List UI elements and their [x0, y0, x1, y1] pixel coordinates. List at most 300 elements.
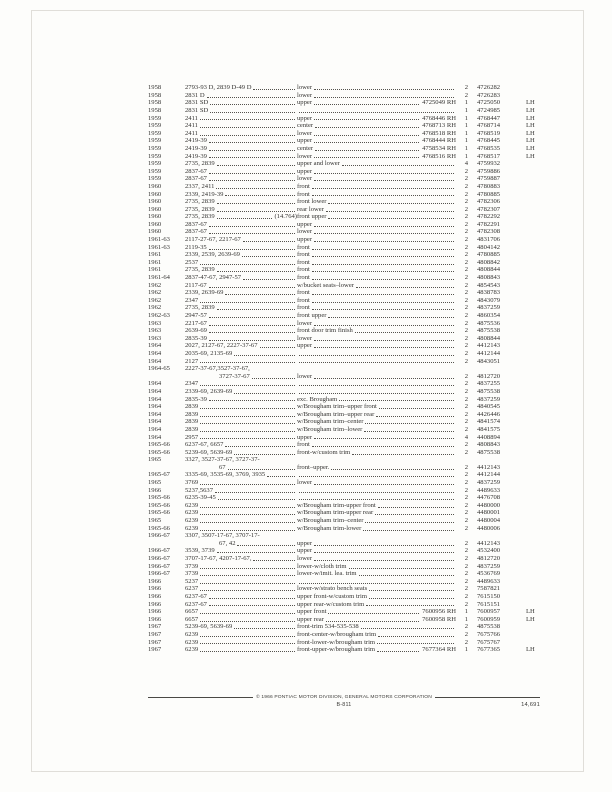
part-number-cell: 4412143: [477, 463, 501, 471]
dot-leader: [200, 575, 295, 576]
table-row: [148, 206, 540, 214]
year-cell: 1964: [148, 410, 162, 418]
dot-leader: [200, 135, 295, 136]
year-cell: 1967: [148, 646, 162, 654]
dot-leader: [378, 507, 454, 508]
year-cell: 1963: [148, 327, 162, 335]
dot-leader: [377, 643, 454, 644]
table-row: [148, 631, 540, 639]
year-cell: 1966: [148, 486, 162, 494]
description-cell: front upper: [297, 213, 456, 220]
description-cell: front: [297, 304, 456, 311]
description-cell: front upper: [297, 312, 456, 319]
dot-leader: [314, 135, 419, 136]
quantity-cell: 2: [464, 220, 468, 228]
models-cell: 2411: [185, 130, 297, 137]
year-cell: 1966-67: [148, 532, 170, 540]
year-cell: 1963: [148, 319, 162, 327]
quantity-cell: 1: [464, 122, 468, 130]
models-cell: 5237,5637: [185, 487, 297, 494]
table-row: [148, 464, 540, 472]
dot-leader: [328, 613, 419, 614]
rh-part-number: 7600958 RH: [422, 615, 456, 623]
description-cell: w/Brougham trim-upper rear: [297, 509, 456, 516]
dot-leader: [376, 416, 454, 417]
quantity-cell: 2: [464, 501, 468, 509]
models-cell: 6237: [185, 585, 297, 592]
part-suffix-cell: LH: [526, 608, 535, 616]
quantity-cell: 1: [464, 114, 468, 122]
quantity-cell: 2: [464, 251, 468, 259]
models-cell: 3727-37-67: [185, 373, 297, 380]
description-cell: front-trim 534-535-538: [297, 623, 456, 630]
year-cell: 1965-66: [148, 441, 170, 449]
table-row: [148, 365, 540, 373]
quantity-cell: 2: [464, 395, 468, 403]
year-cell: 1960: [148, 220, 162, 228]
description-cell: upper and lower: [297, 160, 456, 167]
quantity-cell: 1: [464, 129, 468, 137]
quantity-cell: 1: [464, 646, 468, 654]
part-suffix-cell: LH: [526, 144, 535, 152]
dot-leader: [200, 514, 295, 515]
description-cell: lower: [297, 373, 456, 380]
dot-leader: [312, 446, 454, 447]
part-suffix-cell: LH: [526, 152, 535, 160]
dot-leader: [209, 332, 295, 333]
quantity-cell: 2: [464, 289, 468, 297]
table-row: [148, 373, 540, 381]
dot-leader: [217, 552, 295, 553]
dot-leader: [200, 302, 295, 303]
table-row: [148, 411, 540, 419]
year-cell: 1961: [148, 251, 162, 259]
table-row: [148, 251, 540, 259]
quantity-cell: 2: [464, 213, 468, 221]
table-row: [148, 304, 540, 312]
models-cell: 6239: [185, 646, 297, 653]
dot-leader: [209, 142, 295, 143]
models-cell: 2339-69, 2639-69: [185, 388, 297, 395]
dot-leader: [225, 195, 295, 196]
quantity-cell: 2: [464, 555, 468, 562]
table-row: [148, 281, 540, 289]
quantity-cell: 2: [464, 547, 468, 555]
quantity-cell: 2: [464, 418, 468, 426]
year-cell: 1960: [148, 228, 162, 236]
year-cell: 1964: [148, 357, 162, 365]
models-cell: 2639-69: [185, 327, 297, 334]
quantity-cell: 2: [464, 342, 468, 350]
dot-leader: [243, 241, 295, 242]
models-cell: 2831 SD: [185, 107, 297, 114]
dot-leader: [312, 302, 454, 303]
year-cell: 1964: [148, 380, 162, 388]
part-number-cell: 4843079: [477, 296, 501, 304]
quantity-cell: 2: [464, 577, 468, 585]
table-row: [148, 418, 540, 426]
part-suffix-cell: LH: [526, 99, 535, 107]
table-row: [148, 471, 540, 479]
description-cell: lower-w/imit. lea. trim: [297, 570, 456, 577]
part-number-cell: 4768447: [477, 114, 501, 122]
quantity-cell: 2: [464, 357, 468, 365]
part-number-cell: 4724985: [477, 106, 501, 114]
dot-leader: [207, 97, 295, 98]
table-row: [148, 99, 540, 107]
dot-leader: [331, 469, 454, 470]
table-row: [148, 547, 540, 555]
quantity-cell: 2: [464, 91, 468, 99]
quantity-cell: 2: [464, 638, 468, 646]
models-cell: 2217-67: [185, 320, 297, 327]
dot-leader: [366, 605, 454, 606]
part-number-cell: 7675767: [477, 638, 501, 646]
dot-leader: [234, 454, 295, 455]
models-cell: 2339, 2539, 2639-69: [185, 251, 297, 258]
footer-rule-right: [435, 697, 540, 698]
dot-leader: [312, 249, 454, 250]
models-cell: 2839: [185, 418, 297, 425]
year-cell: 1962: [148, 304, 162, 312]
rh-part-number: 4725049 RH: [422, 99, 456, 107]
table-row: [148, 517, 540, 525]
dot-leader: [217, 271, 295, 272]
description-cell: upper 4725049 RH: [297, 99, 456, 107]
models-cell: 2337, 2411: [185, 183, 297, 190]
models-cell: 2735, 2839: [185, 206, 297, 213]
description-cell: front: [297, 259, 456, 266]
models-cell: 6657: [185, 616, 297, 623]
dot-leader: [299, 476, 454, 477]
dot-leader: [200, 127, 295, 128]
models-cell: 2227-37-67,3527-37-67,: [185, 365, 250, 373]
models-cell: 3307, 3507-17-67, 3707-17-: [185, 532, 260, 540]
dot-leader: [299, 112, 454, 113]
table-row: [148, 486, 540, 494]
quantity-cell: 2: [464, 403, 468, 411]
part-number-cell: 4837259: [477, 479, 501, 487]
quantity-cell: 2: [464, 425, 468, 433]
description-cell: front–upper.: [297, 464, 456, 471]
models-cell: 2837-47-67, 2947-57: [185, 274, 297, 281]
dot-leader: [209, 400, 295, 401]
year-cell: 1959: [148, 160, 162, 168]
year-cell: 1959: [148, 144, 162, 152]
table-row: [148, 213, 540, 221]
part-number-cell: 4840545: [477, 403, 501, 411]
part-number-cell: 4489633: [477, 486, 501, 494]
quantity-cell: 4: [464, 160, 468, 168]
dot-leader: [200, 583, 295, 584]
quantity-cell: 2: [464, 84, 468, 92]
dot-leader: [365, 522, 454, 523]
models-cell: 2537: [185, 259, 297, 266]
table-row: [148, 137, 540, 145]
part-number-cell: 4536769: [477, 570, 501, 578]
dot-leader: [225, 446, 295, 447]
year-cell: 1965-67: [148, 471, 170, 479]
description-cell: w/Brougham trim–upper front: [297, 403, 456, 410]
dot-leader: [210, 112, 295, 113]
dot-leader: [234, 393, 295, 394]
description-cell: front-center-w/brougham trim: [297, 631, 456, 638]
year-cell: 1960: [148, 205, 162, 213]
year-cell: 1966: [148, 592, 162, 600]
dot-leader: [314, 241, 454, 242]
description-cell: front: [297, 441, 456, 448]
dot-leader: [314, 89, 454, 90]
year-cell: 1966-67: [148, 547, 170, 555]
table-row: [148, 243, 540, 251]
part-suffix-cell: LH: [526, 615, 535, 623]
table-row: [148, 342, 540, 350]
year-cell: 1965-66: [148, 524, 170, 532]
dot-leader: [237, 545, 295, 546]
dot-leader: [312, 264, 454, 265]
part-number-cell: 4759887: [477, 175, 501, 183]
year-cell: 1959: [148, 152, 162, 160]
part-number-cell: 4854543: [477, 281, 501, 289]
rh-part-number: 7677364 RH: [422, 646, 456, 654]
models-cell: 2027, 2127-67, 2227-37-67: [185, 342, 297, 349]
models-cell: 6657: [185, 608, 297, 615]
part-number-cell: 4875538: [477, 387, 501, 395]
part-number-cell: 7615151: [477, 600, 501, 608]
rh-part-number: 4758534 RH: [422, 144, 456, 152]
models-cell: 3335-69, 3535-69, 3769, 3935: [185, 471, 297, 478]
part-number-cell: 4812720: [477, 555, 501, 562]
dot-leader: [200, 643, 295, 644]
year-cell: 1964: [148, 342, 162, 350]
description-cell: lower-w/cloth trim: [297, 563, 456, 570]
dot-leader: [267, 476, 295, 477]
year-cell: 1964: [148, 433, 162, 441]
description-cell: front-lower-w/brougham trim: [297, 639, 456, 646]
dot-leader: [200, 438, 295, 439]
dot-leader: [328, 218, 454, 219]
description-cell: lower: [297, 335, 456, 342]
models-cell: 2837-67: [185, 175, 297, 182]
dot-leader: [314, 484, 454, 485]
quantity-cell: 2: [464, 539, 468, 547]
dot-leader: [328, 317, 454, 318]
quantity-cell: 4: [464, 433, 468, 441]
table-row: [148, 388, 540, 396]
dot-leader: [200, 431, 295, 432]
dot-leader: [200, 423, 295, 424]
quantity-cell: 2: [464, 479, 468, 487]
part-number-cell: 4843051: [477, 357, 501, 365]
part-number-cell: 4768714: [477, 122, 501, 130]
year-cell: 1966: [148, 577, 162, 585]
models-cell: 6237-67: [185, 593, 297, 600]
dot-leader: [209, 233, 295, 234]
table-row: [148, 289, 540, 297]
part-number-cell: 4838783: [477, 289, 501, 297]
year-cell: 1964-65: [148, 365, 170, 373]
dot-leader: [312, 188, 454, 189]
quantity-cell: 2: [464, 167, 468, 175]
year-cell: 1961: [148, 266, 162, 274]
quantity-cell: 2: [464, 570, 468, 578]
dot-leader: [209, 157, 295, 158]
models-cell: 2117-67: [185, 282, 297, 289]
year-cell: 1962: [148, 281, 162, 289]
table-row: [148, 456, 540, 464]
dot-leader: [252, 378, 295, 379]
dot-leader: [314, 552, 454, 553]
year-cell: 1965: [148, 456, 162, 464]
table-row: [148, 327, 540, 335]
quantity-cell: 2: [464, 630, 468, 638]
quantity-cell: 2: [464, 319, 468, 327]
dot-leader: [342, 165, 454, 166]
quantity-cell: 2: [464, 410, 468, 418]
table-row: [148, 585, 540, 593]
year-cell: 1967: [148, 630, 162, 638]
year-cell: 1959: [148, 137, 162, 145]
description-cell: lower 4768518 RH: [297, 129, 456, 137]
dot-leader: [375, 514, 454, 515]
part-number-cell: 4782307: [477, 205, 501, 213]
dot-leader: [215, 492, 295, 493]
dot-leader: [234, 355, 295, 356]
table-row: [148, 319, 540, 327]
dot-leader: [209, 287, 295, 288]
description-cell: front: [297, 274, 456, 281]
quantity-cell: 2: [464, 312, 468, 319]
dot-leader: [314, 97, 454, 98]
description-cell: front-upper-w/brougham trim 7677364 RH: [297, 646, 456, 654]
dot-leader: [326, 211, 454, 212]
year-cell: 1966: [148, 600, 162, 608]
quantity-cell: 2: [464, 243, 468, 251]
description-cell: front: [297, 289, 456, 296]
rh-part-number: 7600956 RH: [422, 608, 456, 616]
description-cell: front: [297, 266, 456, 273]
year-cell: 1958: [148, 99, 162, 107]
table-row: [148, 228, 540, 236]
part-number-cell: 4725050: [477, 99, 501, 107]
table-row: [148, 160, 540, 168]
rh-part-number: 4768713 RH: [422, 122, 456, 130]
description-cell: front: [297, 191, 456, 198]
description-cell: upper 4768444 RH: [297, 137, 456, 145]
dot-leader: [200, 613, 295, 614]
dot-leader: [312, 279, 454, 280]
part-number-cell: 4768445: [477, 137, 501, 145]
description-cell: w/Brougham trim–upper rear: [297, 411, 456, 418]
dot-leader: [200, 264, 295, 265]
models-cell: 67: [185, 464, 297, 471]
models-cell: 6239: [185, 639, 297, 646]
models-cell: 6239: [185, 631, 297, 638]
year-cell: 1965-66: [148, 448, 170, 456]
table-row: [148, 616, 540, 624]
table-row: [148, 266, 540, 274]
quantity-cell: 1: [464, 615, 468, 623]
dot-leader: [209, 226, 295, 227]
table-row: [148, 608, 540, 616]
dot-leader: [349, 568, 455, 569]
dot-leader: [339, 400, 454, 401]
year-cell: 1966-67: [148, 562, 170, 570]
rh-part-number: 4768446 RH: [422, 114, 456, 122]
part-number-cell: 4808842: [477, 258, 501, 266]
part-number-cell: 4875538: [477, 327, 501, 335]
part-number-cell: 4831706: [477, 236, 501, 244]
year-cell: 1966-67: [148, 570, 170, 578]
models-cell: 3739: [185, 563, 297, 570]
year-cell: 1965-66: [148, 494, 170, 502]
dot-leader: [209, 325, 295, 326]
dot-leader: [200, 408, 295, 409]
table-row: [148, 395, 540, 403]
description-cell: upper front 7600956 RH: [297, 608, 456, 616]
dot-leader: [364, 431, 454, 432]
description-cell: front lower: [297, 198, 456, 205]
models-cell: 3327, 3527-37-67, 3727-37-: [185, 456, 260, 464]
dot-leader: [217, 309, 295, 310]
description-cell: front-w/custom trim: [297, 449, 456, 456]
copyright-line: [148, 695, 540, 700]
year-cell: 1966: [148, 585, 162, 593]
year-cell: 1967: [148, 638, 162, 646]
description-cell: lower: [297, 228, 456, 235]
models-cell: 2831 SD: [185, 99, 297, 106]
dot-leader: [200, 522, 295, 523]
quantity-cell: 2: [464, 175, 468, 183]
dot-leader: [299, 583, 454, 584]
table-row: [148, 638, 540, 646]
part-number-cell: 4412143: [477, 539, 501, 547]
dot-leader: [314, 157, 419, 158]
dot-leader: [209, 605, 295, 606]
description-cell: upper: [297, 547, 456, 554]
part-number-cell: 4837259: [477, 562, 501, 570]
quantity-cell: 2: [464, 327, 468, 335]
description-cell: lower: [297, 479, 456, 486]
table-row: [148, 145, 540, 153]
quantity-cell: 2: [464, 524, 468, 532]
models-cell: 6235-39-45: [185, 494, 297, 501]
description-cell: w/Brougham trim–center: [297, 418, 456, 425]
dot-leader: [217, 165, 295, 166]
part-number-cell: 4780883: [477, 182, 501, 190]
year-cell: 1958: [148, 91, 162, 99]
table-row: [148, 114, 540, 122]
quantity-cell: 2: [464, 380, 468, 388]
part-number-cell: 4812720: [477, 372, 501, 380]
part-number-cell: 4837255: [477, 380, 501, 388]
models-cell: 2735, 2839: [185, 304, 297, 311]
dot-leader: [314, 545, 454, 546]
part-number-cell: 4808843: [477, 274, 501, 282]
dot-leader: [242, 256, 295, 257]
quantity-cell: 2: [464, 274, 468, 282]
dot-leader: [356, 287, 454, 288]
table-row: [148, 92, 540, 100]
parts-table: [148, 84, 540, 654]
table-row: [148, 540, 540, 548]
quantity-cell: 2: [464, 387, 468, 395]
dot-leader: [314, 233, 454, 234]
dot-leader: [200, 651, 295, 652]
quantity-cell: 2: [464, 562, 468, 570]
table-row: [148, 502, 540, 510]
dot-leader: [369, 590, 454, 591]
